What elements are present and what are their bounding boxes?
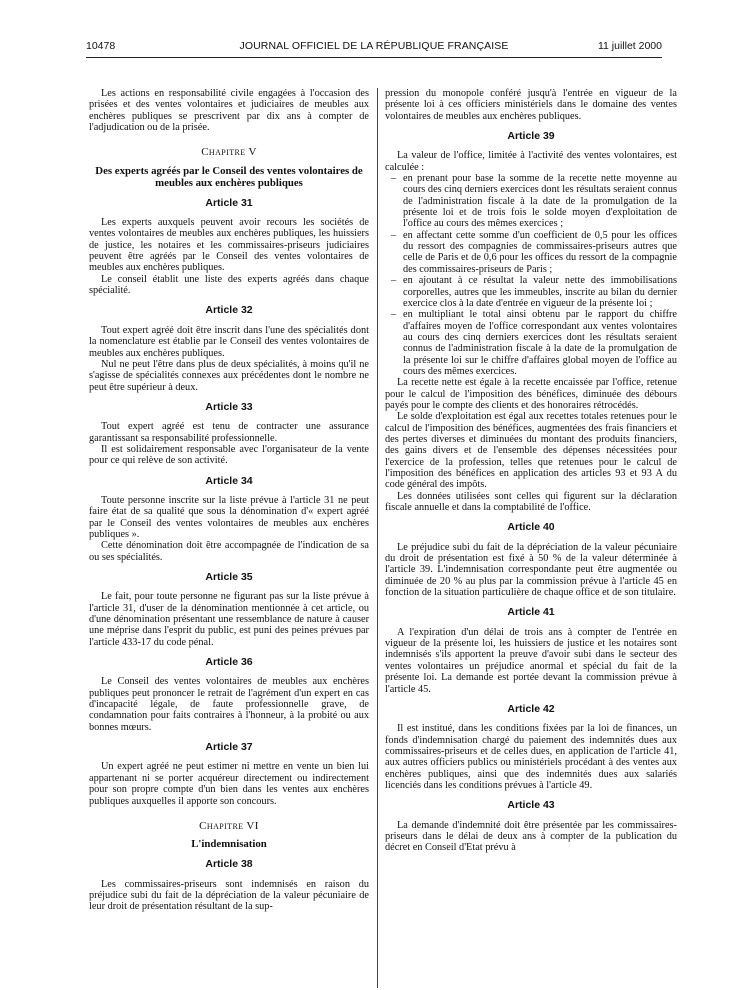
article-paragraph: Le fait, pour toute personne ne figurant pas sur la liste prévue à l'article 31, d'user de la dénomination mentionnée à cet article, ou d'une dénomination présentant une ressemblance de nature à causer une méprise dans l'esprit du public, est puni des peines prévues par l'article 433-17 du code pénal. — [89, 591, 369, 648]
article-heading: Article 40 — [507, 521, 555, 534]
article-paragraph: Tout expert agréé doit être inscrit dans l'une des spécialités dont la nomenclature est établie par le Conseil des ventes volontaires de meubles aux enchères publiques. — [89, 324, 369, 359]
article-paragraph: Les commissaires-priseurs sont indemnisés en raison du préjudice subi du fait de la dépréciation de la valeur pécuniaire de leur droit de présentation résultant de la sup- — [89, 878, 369, 913]
article-heading: Article 39 — [507, 130, 555, 143]
article-paragraph: Les données utilisées sont celles qui figurent sur la déclaration fiscale annuelle et dans la comptabilité de l'office. — [385, 490, 677, 514]
article-paragraph: Il est institué, dans les conditions fixées par la loi de finances, un fonds d'indemnisation chargé du paiement des indemnités dues aux commissaires-priseurs et de celles dues, en application de l'article 41, aux autres officiers publics ou ministériels procédant à des ventes aux enchères publiques, ainsi que des indemnités dues aux salariés licenciés dans les conditions prévues à l'article 49. — [385, 723, 677, 791]
column-divider — [377, 88, 378, 988]
left-column — [89, 88, 369, 913]
article-paragraph: Tout expert agréé est tenu de contracter une assurance garantissant sa responsabilité professionnelle. — [89, 421, 369, 444]
list-item: – en affectant cette somme d'un coefficient de 0,5 pour les offices du ressort des compagnies de commissaires-priseurs autres que celle de Paris et de 0,6 pour les offices du ressort de la compagnie des commissaires-priseurs de Paris ; — [385, 230, 677, 275]
article-paragraph: Un expert agréé ne peut estimer ni mettre en vente un bien lui appartenant ni se porter acquéreur directement ou indirectement pour son propre compte d'un bien dans les ventes aux enchères publiques auxquelles il apporte son concours. — [89, 761, 369, 807]
list-item: – en multipliant le total ainsi obtenu par le rapport du chiffre d'affaires moyen de l'office correspondant aux ventes volontaires au cours des cinq derniers exercices dont les résultats seraient connus de l'administration fiscale à la date de la promulgation de la présente loi sur le chiffre d'affaires global moyen de l'office au cours des mêmes exercices. — [385, 309, 677, 377]
article-paragraph: Les experts auxquels peuvent avoir recours les sociétés de ventes volontaires de meubles aux enchères publiques, les huissiers de justice, les notaires et les commissaires-priseurs judiciaires peuvent être agréés par le Conseil des ventes volontaires de meubles aux enchères publiques. — [89, 217, 369, 274]
article-paragraph: La recette nette est égale à la recette encaissée par l'office, retenue pour le calcul de l'imposition des bénéfices, diminuée des débours payés pour le compte des clients et des honoraires rétrocédés. — [385, 377, 677, 411]
list-item: – en prenant pour base la somme de la recette nette moyenne au cours des cinq derniers exercices dont les résultats seraient connus de l'administration fiscale à la date de la promulgation de la présente loi et de trois fois le solde moyen d'exploitation de l'office au cours des mêmes exercices ; — [385, 173, 677, 230]
chapter-heading: Chapitre V — [201, 146, 257, 159]
journal-title: JOURNAL OFFICIEL DE LA RÉPUBLIQUE FRANÇAISE — [239, 40, 509, 52]
article-paragraph: pression du monopole conféré jusqu'à l'entrée en vigueur de la présente loi à ces officiers ministériels dans le domaine des ventes volontaires de meubles aux enchères publiques. — [385, 88, 677, 122]
publication-date: 11 juillet 2000 — [597, 40, 662, 52]
article-paragraph: La demande d'indemnité doit être présentée par les commissaires-priseurs dans le délai de deux ans à compter de la publication du décret en Conseil d'Etat prévu à — [385, 819, 677, 854]
article-paragraph: Le solde d'exploitation est égal aux recettes totales retenues pour le calcul de l'imposition des bénéfices, augmentées des frais financiers et des pertes diverses et diminuées du montant des produits financiers, des gains divers et de l'ensemble des dépenses nécessitées pour l'exercice de la profession, telles que retenues pour le calcul de l'imposition des bénéfices en application des articles 93 et 93 A du code général des impôts. — [385, 411, 677, 491]
article-heading: Article 32 — [205, 304, 253, 317]
article-paragraph: Le conseil établit une liste des experts agréés dans chaque spécialité. — [89, 273, 369, 297]
chapter-title: Des experts agréés par le Conseil des ventes volontaires de meubles aux enchères publiques — [95, 164, 363, 189]
article-heading: Article 33 — [205, 400, 253, 413]
article-paragraph: Toute personne inscrite sur la liste prévue à l'article 31 ne peut faire état de sa qualité que sous la dénomination d'« expert agréé par le Conseil des ventes volontaires de meubles aux enchères publiques ». — [89, 494, 369, 540]
article-paragraph: Cette dénomination doit être accompagnée de l'indication de sa ou ses spécialités. — [89, 540, 369, 563]
page-number: 10478 — [86, 40, 116, 52]
article-paragraph: La valeur de l'office, limitée à l'activité des ventes volontaires, est calculée : — [385, 150, 677, 173]
article-heading: Article 34 — [205, 474, 253, 487]
article-heading: Article 31 — [205, 196, 253, 209]
calculation-list — [385, 173, 677, 377]
article-heading: Article 35 — [205, 571, 253, 583]
article-paragraph: Il est solidairement responsable avec l'organisateur de la vente pour ce qui relève de son activité. — [89, 443, 369, 467]
right-column — [385, 88, 677, 854]
page-header — [86, 40, 662, 58]
list-item: – en ajoutant à ce résultat la valeur nette des immobilisations corporelles, autres que les immeubles, inscrite au bilan du dernier exercice clos à la date d'entrée en vigueur de la présente loi ; — [385, 275, 677, 309]
chapter-title: L'indemnisation — [191, 838, 267, 851]
article-paragraph: Le Conseil des ventes volontaires de meubles aux enchères publiques peut prononcer le retrait de l'agrément d'un expert en cas d'incapacité légale, de faute professionnelle grave, de condamnation pour faits contraires à l'honneur, à la probité ou aux bonnes mœurs. — [89, 676, 369, 733]
article-heading: Article 43 — [507, 799, 555, 812]
article-heading: Article 41 — [507, 606, 555, 619]
article-heading: Article 37 — [205, 741, 253, 754]
article-heading: Article 42 — [507, 702, 555, 715]
article-heading: Article 38 — [205, 858, 253, 871]
article-heading: Article 36 — [205, 656, 253, 669]
article-paragraph: Le préjudice subi du fait de la dépréciation de la valeur pécuniaire du droit de présentation est fixé à 50 % de la valeur déterminée à l'article 39. L'indemnisation correspondante peut être augmentée ou diminuée de 20 % au plus par la commission prévue à l'article 45 en fonction de la situation particulière de chaque office et de son titulaire. — [385, 541, 677, 599]
article-paragraph: A l'expiration d'un délai de trois ans à compter de l'entrée en vigueur de la présente loi, les huissiers de justice et les notaires sont indemnisés s'ils apportent la preuve d'avoir subi dans le secteur des ventes volontaires un préjudice anormal et spécial du fait de la présente loi. La demande est portée devant la commission prévue à l'article 45. — [385, 626, 677, 695]
chapter-heading: Chapitre VI — [199, 819, 259, 832]
intro-paragraph: Les actions en responsabilité civile engagées à l'occasion des prisées et des ventes volontaires et judiciaires de meubles aux enchères publiques se prescrivent par dix ans à compter de l'adjudication ou de la prisée. — [89, 88, 369, 134]
article-paragraph: Nul ne peut l'être dans plus de deux spécialités, à moins qu'il ne s'agisse de spécialités connexes aux précédentes dont le nombre ne peut être supérieur à deux. — [89, 358, 369, 393]
